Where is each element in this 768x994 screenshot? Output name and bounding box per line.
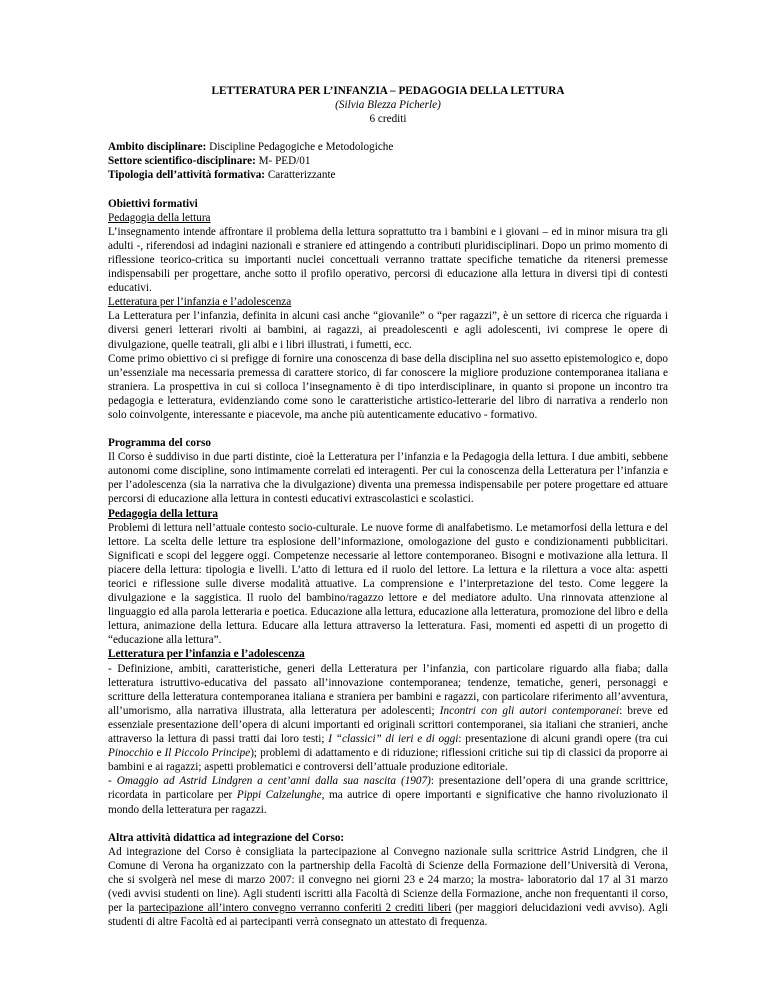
meta-settore: [108, 154, 668, 168]
italic-run: Omaggio ad Astrid Lindgren a cent’anni dalla sua nascita (1907): [116, 775, 431, 788]
underlined-run: partecipazione all’intero convegno verranno conferiti 2 crediti liberi: [138, 902, 452, 915]
document-author: (Silvia Blezza Picherle): [335, 99, 441, 112]
document-title: LETTERATURA PER L’INFANZIA – PEDAGOGIA DELLA LETTURA: [211, 85, 565, 97]
subheading-letteratura: Letteratura per l’infanzia e l’adolescenza: [108, 296, 292, 309]
subheading-letteratura-infanzia: Letteratura per l’infanzia e l’adolescenza: [108, 648, 305, 661]
text-run: Ad integrazione del Corso è consigliata la partecipazione al Convegno nazionale sulla scrittrice Astrid Lindgren, che il Comune di Verona ha organizzato con la partnership della Facoltà di Scienze della Formazione dell’Università di Verona, che si svolgerà nel mese di marzo 2007: il convegno nei giorni 23 e 24 marzo; la mostra- laboratorio dal 17 al 31 marzo (vedi avvisi studenti on line). Agli studenti iscritti alla Facoltà di Scienze della Formazione, anche non frequentanti il corso, per la: [108, 845, 668, 915]
heading-programma: Programma del corso: [108, 437, 211, 450]
text-run: ); problemi di adattamento e di riduzione; riflessioni critiche sui tip di classici da proporre ai bambini e ai ragazzi; aspetti problematici e controversi dell’attuale produzione editoriale.: [108, 747, 669, 774]
text-run: - Definizione, ambiti, caratteristiche, generi della Letteratura per l’infanzia, con particolare riguardo alla fiaba; dalla letteratura istruttivo-educativa del passato all’innovazione contemporanea; tendenze, tematiche, generi, personaggi e scritture della letteratura contemporanea italiana e straniera per bambini e ragazzi, con particolare riferimento all’avventura, all’umorismo, alla narrativa illustrata, alla letteratura per adolescenti;: [108, 662, 668, 717]
meta-ambito-value: Discipline Pedagogiche e Metodologiche: [206, 141, 394, 154]
italic-run: Incontri con gli autori contemporanei: [439, 704, 620, 717]
text-run: e: [153, 747, 165, 760]
paragraph: [108, 845, 668, 930]
section-obiettivi: [108, 197, 668, 423]
section-altra-attivita: [108, 831, 668, 930]
heading-altra-attivita: Altra attività didattica ad integrazione del Corso:: [108, 831, 345, 844]
italic-run: Il Piccolo Principe: [164, 747, 251, 760]
text-run: -: [108, 775, 117, 788]
text-run: : presentazione dell’opera di una grande scrittrice, ricordata in particolare per: [108, 775, 668, 802]
paragraph: Il Corso è suddiviso in due parti distinte, cioè la Letteratura per l’infanzia e la Pedagogia della lettura. I due ambiti, sebbene autonomi come discipline, sono intimamente correlati ed interagenti. Per cui la conoscenza della Letteratura per l’infanzia e per l’adolescenza (sia la narrativa che la divulgazione) diventa una premessa indispensabile per potere progettare ed attuare percorsi di educazione alla lettura in contesti educativi extrascolastici e scolastici.: [108, 451, 668, 506]
paragraph: [108, 662, 668, 775]
text-run: (per maggiori delucidazioni vedi avviso). Agli studenti di altre Facoltà ed ai partecipanti verrà consegnato un attestato di frequenza.: [108, 902, 668, 929]
document-page: [108, 84, 668, 929]
meta-settore-value: M- PED/01: [255, 155, 311, 168]
text-run: ma autrice di opere importanti e significative che hanno rivoluzionato il mondo della letteratura per ragazzi.: [108, 789, 668, 816]
text-run: : breve ed essenziale presentazione dell’opera di alcuni importanti ed originali scrittori contemporanei, sia italiani che stranieri, anche attraverso la lettura di passi tratti dai loro testi;: [108, 704, 669, 746]
heading-obiettivi: Obiettivi formativi: [108, 197, 198, 210]
paragraph: [108, 774, 668, 816]
subheading-pedagogia: Pedagogia della lettura: [108, 211, 211, 224]
paragraph: Problemi di lettura nell’attuale contesto socio-culturale. Le nuove forme di analfabetismo. Le metamorfosi della lettura e del lettore. La scelta delle letture tra esplosione dell’informazione, omologazione del gusto e condizionamenti pubblicitari. Significati e scopi del leggere oggi. Competenze necessarie al lettore contemporaneo. Bisogni e motivazione alla lettura. Il piacere della lettura: tipologia e livelli. L’atto di lettura ed il ruolo del lettore. La lettura e la rilettura a voce alta: aspetti teorici e riflessione sulle diverse modalità attuative. La comprensione e l’interpretazione del testo. Come leggere la divulgazione e la saggistica. Il ruolo del bambino/ragazzo lettore e del mediatore adulto. Una rinnovata attenzione al linguaggio ed alla parola letteraria e poetica. Educazione alla lettura, educazione alla letteratura, promozione del libro e della lettura, animazione della lettura. Educare alla lettura attraverso la letteratura. Fasi, momenti ed aspetti di un progetto di “educazione alla lettura”.: [108, 521, 668, 647]
paragraph: La Letteratura per l’infanzia, definita in alcuni casi anche “giovanile” o “per ragazzi”, è un settore di ricerca che riguarda i diversi generi letterari rivolti ai bambini, ai ragazzi, ai preadolescenti e agli adolescenti, ivi comprese le opere di divulgazione, quelle teatrali, gli albi e i libri illustrati, i fumetti, ecc.: [108, 310, 668, 351]
meta-ambito: [108, 140, 668, 154]
paragraph: Come primo obiettivo ci si prefigge di fornire una conoscenza di base della disciplina nel suo assetto epistemologico e, dopo un’essenziale ma necessaria premessa di carattere storico, di far conoscere la migliore produzione contemporanea italiana e straniera. La prospettiva in cui si colloca l’insegnamento è di tipo interdisciplinare, in quanto si propone un incontro tra pedagogia e letteratura, evidenziando come sono le caratteristiche artistico-letterarie del libro di narrativa a renderlo non solo coinvolgente, interessante e piacevole, ma anche più autenticamente educativo - formativo.: [108, 352, 668, 421]
meta-tipologia-label: Tipologia dell’attività formativa:: [108, 169, 266, 182]
section-programma: [108, 436, 668, 817]
document-credits: 6 crediti: [369, 113, 407, 126]
italic-run: Pippi Calzelunghe,: [236, 789, 325, 802]
meta-block: [108, 140, 668, 182]
meta-ambito-label: Ambito disciplinare:: [108, 141, 207, 154]
italic-run: I “classici” di ieri e di oggi: [328, 733, 459, 746]
meta-settore-label: Settore scientifico-disciplinare:: [108, 155, 256, 168]
meta-tipologia-value: Caratterizzante: [265, 169, 336, 182]
meta-tipologia: [108, 168, 668, 182]
text-run: : presentazione di alcuni grandi opere (tra cui: [458, 733, 668, 746]
subheading-pedagogia-lettura: Pedagogia della lettura: [108, 507, 218, 520]
italic-run: Pinocchio: [108, 747, 154, 760]
paragraph: L’insegnamento intende affrontare il problema della lettura soprattutto tra i bambini e i giovani – ed in minor misura tra gli adulti -, riferendosi ad indagini nazionali e straniere ed attingendo a contributi pluridisciplinari. Dopo un primo momento di riflessione teorico-critica su importanti nuclei concettuali verranno trattate specifiche tematiche da ritenersi premesse indispensabili per progettare, anche sotto il profilo operativo, percorsi di educazione alla lettura in diversi tipi di contesti educativi.: [108, 225, 668, 295]
